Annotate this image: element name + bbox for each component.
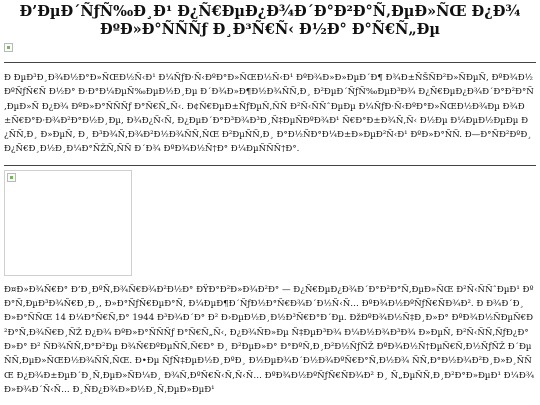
divider-top [4, 62, 536, 63]
body-paragraph: Ð¤Ð»Ð¾Ñ€Ð° Ð’Ð¸ÐºÑ‚Ð¾Ñ€Ð¾Ð²Ð½Ð° ÐŸÐ°Ð²Ð»Ð¾Ð²Ð° — Ð¿Ñ€ÐµÐ¿Ð¾Ð´Ð°Ð²Ð°Ñ‚ÐµÐ»ÑŒ Ð²Ñ‹ÑÑˆÐµÐ¹ ÐºÐ°Ñ‚ÐµÐ³Ð¾Ñ€Ð¸Ð¸, Ð»Ð°ÑƒÑ€ÐµÐ°Ñ‚ Ð¼ÐµÐ¶Ð´ÑƒÐ½Ð°Ñ€Ð¾Ð´Ð½Ñ‹Ñ… ÐºÐ¾Ð½ÐºÑƒÑ€ÑÐ¾Ð². Ð Ð¾Ð´Ð¸Ð»Ð°ÑÑŒ 14 Ð¼Ð°Ñ€Ñ‚Ð° 1944 Ð³Ð¾Ð´Ð° Ð² Ð›ÐµÐ½Ð¸Ð½Ð³Ñ€Ð°Ð´Ðµ. ÐžÐºÐ¾Ð½Ñ‡Ð¸Ð»Ð° ÐºÐ¾Ð½ÑÐµÑ€Ð²Ð°Ñ‚Ð¾Ñ€Ð¸ÑŽ Ð¿Ð¾ ÐºÐ»Ð°ÑÑÑƒ Ð°Ñ€Ñ„Ñ‹, Ð¿Ð¾ÑÐ»Ðµ Ñ‡ÐµÐ³Ð¾ Ð¼Ð½Ð¾Ð³Ð¾ Ð»ÐµÑ‚ Ð²Ñ‹ÑÑ‚ÑƒÐ¿Ð°Ð»Ð° Ð² ÑÐ¾ÑÑ‚Ð°Ð²Ðµ Ð¾Ñ€ÐºÐµÑÑ‚Ñ€Ð° Ð¸ Ð²ÐµÐ»Ð° Ð°ÐºÑ‚Ð¸Ð²Ð½ÑƒÑŽ ÐºÐ¾Ð½Ñ†ÐµÑ€Ñ‚Ð½ÑƒÑŽ Ð´ÐµÑÑ‚ÐµÐ»ÑŒÐ½Ð¾ÑÑ‚ÑŒ. Ð•Ðµ ÑƒÑ‡ÐµÐ½Ð¸ÐºÐ¸ Ð½ÐµÐ¾Ð´Ð½Ð¾ÐºÑ€Ð°Ñ‚Ð½Ð¾ ÑÑ‚Ð°Ð½Ð¾Ð²Ð¸Ð»Ð¸ÑÑŒ Ð¿Ð¾Ð±ÐµÐ´Ð¸Ñ‚ÐµÐ»ÑÐ¼Ð¸ Ð¾Ñ‚ÐºÑ€Ñ‹Ñ‚Ñ‹Ñ… ÐºÐ¾Ð½ÐºÑƒÑ€ÑÐ¾Ð² Ð¸ Ñ„ÐµÑÑ‚Ð¸Ð²Ð°Ð»ÐµÐ¹ Ð¼Ð¾Ð»Ð¾Ð´Ñ‹Ñ… Ð¸ÑÐ¿Ð¾Ð»Ð½Ð¸Ñ‚ÐµÐ»ÐµÐ¹ [4, 284, 535, 395]
broken-image-icon [4, 43, 13, 52]
page-title: Ð’ÐµÐ´ÑƒÑ‰Ð¸Ð¹ Ð¿Ñ€ÐµÐ¿Ð¾Ð´Ð°Ð²Ð°Ñ‚ÐµÐ»ÑŒ Ð¿Ð¾ ÐºÐ»Ð°ÑÑÑƒ Ð¸Ð³Ñ€Ñ‹ Ð½Ð° Ð°Ñ€Ñ„Ðµ [19, 3, 521, 38]
divider-bottom [4, 165, 536, 166]
lead-paragraph: Ð ÐµÐ³Ð¸Ð¾Ð½Ð°Ð»ÑŒÐ½Ñ‹Ð¹ Ð¼ÑƒÐ·Ñ‹ÐºÐ°Ð»ÑŒÐ½Ñ‹Ð¹ ÐºÐ¾Ð»Ð»ÐµÐ´Ð¶ Ð¾Ð±ÑŠÑÐ²Ð»ÑÐµÑ‚ ÐºÐ¾Ð½ÐºÑƒÑ€Ñ Ð½Ð° Ð·Ð°Ð¼ÐµÑ‰ÐµÐ½Ð¸Ðµ Ð´Ð¾Ð»Ð¶Ð½Ð¾ÑÑ‚Ð¸ Ð²ÐµÐ´ÑƒÑ‰ÐµÐ³Ð¾ Ð¿Ñ€ÐµÐ¿Ð¾Ð´Ð°Ð²Ð°Ñ‚ÐµÐ»Ñ Ð¿Ð¾ ÐºÐ»Ð°ÑÑÑƒ Ð°Ñ€Ñ„Ñ‹. Ð¢Ñ€ÐµÐ±ÑƒÐµÑ‚ÑÑ Ð²Ñ‹ÑÑˆÐµÐµ Ð¼ÑƒÐ·Ñ‹ÐºÐ°Ð»ÑŒÐ½Ð¾Ðµ Ð¾Ð±Ñ€Ð°Ð·Ð¾Ð²Ð°Ð½Ð¸Ðµ, Ð¾Ð¿Ñ‹Ñ‚ Ð¿ÐµÐ´Ð°Ð³Ð¾Ð³Ð¸Ñ‡ÐµÑÐºÐ¾Ð¹ Ñ€Ð°Ð±Ð¾Ñ‚Ñ‹ Ð½Ðµ Ð¼ÐµÐ½ÐµÐµ Ð¿ÑÑ‚Ð¸ Ð»ÐµÑ‚ Ð¸ Ð³Ð¾Ñ‚Ð¾Ð²Ð½Ð¾ÑÑ‚ÑŒ Ð²ÐµÑÑ‚Ð¸ Ð°Ð½ÑÐ°Ð¼Ð±Ð»ÐµÐ²Ñ‹Ð¹ ÐºÐ»Ð°ÑÑ. Ð—Ð°ÑÐ²ÐºÐ¸ Ð¿Ñ€Ð¸Ð½Ð¸Ð¼Ð°ÑŽÑ‚ÑÑ Ð´Ð¾ ÐºÐ¾Ð½Ñ†Ð° Ð¼ÐµÑÑÑ†Ð°. [4, 73, 534, 155]
broken-image-icon [7, 173, 16, 182]
image-placeholder [4, 170, 132, 276]
